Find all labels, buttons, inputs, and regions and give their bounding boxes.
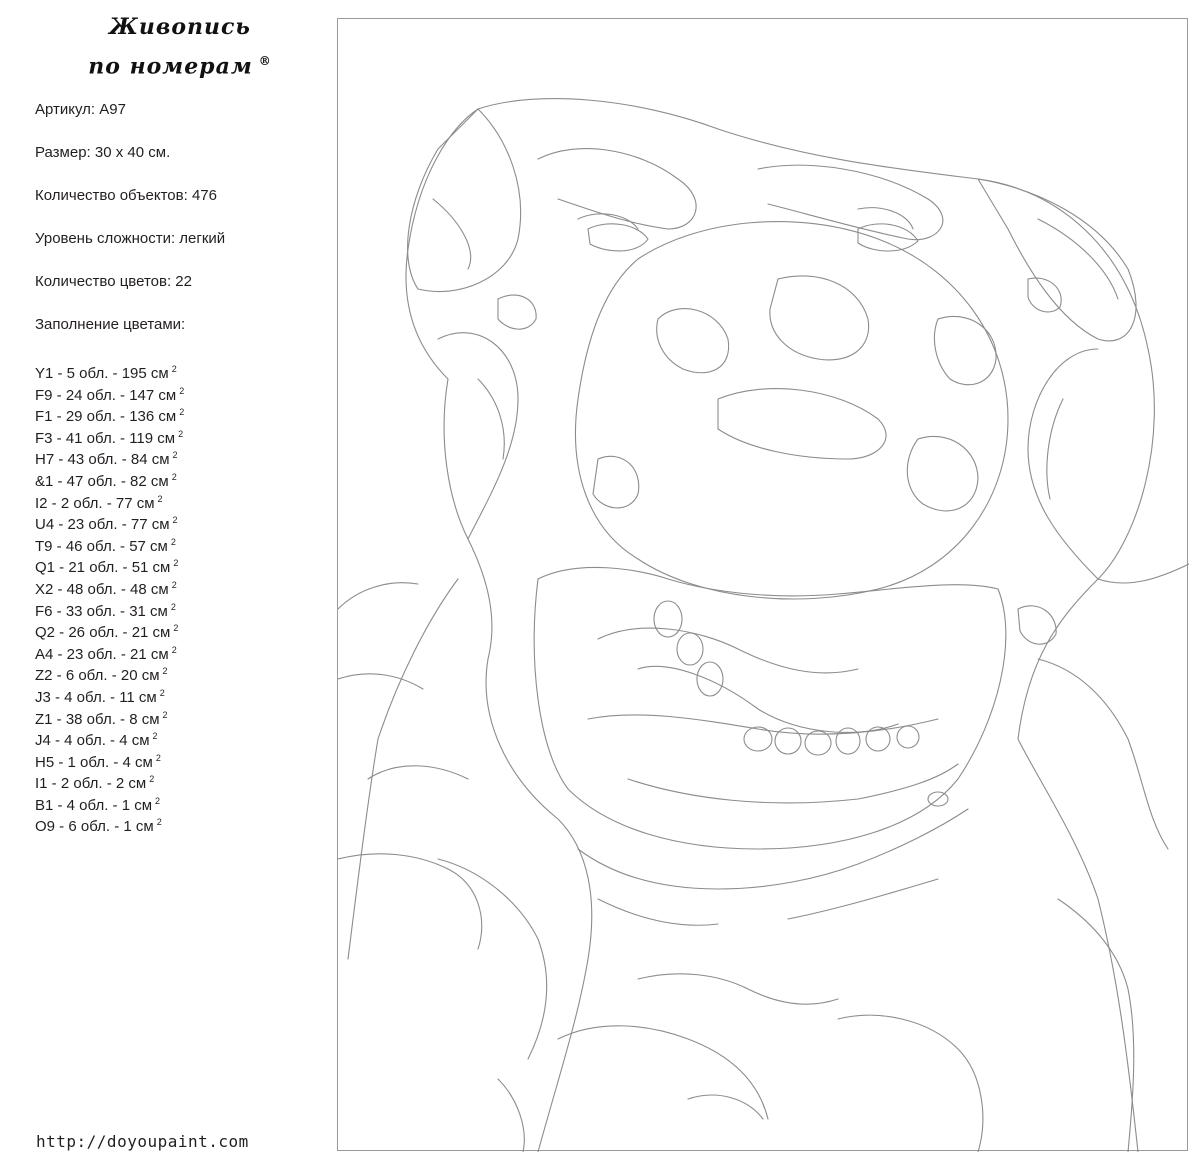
square-unit-exponent: 2 [171,471,177,482]
color-entry-text: H7 - 43 обл. - 84 см [35,451,170,469]
registered-mark: ® [258,54,272,68]
color-entry [35,640,184,662]
color-entry [35,489,184,511]
coloring-canvas [337,18,1188,1151]
color-entry-text: Z1 - 38 обл. - 8 см [35,710,160,728]
square-unit-exponent: 2 [156,817,162,828]
website-link[interactable]: http://doyoupaint.com [36,1132,249,1151]
color-entry-text: F6 - 33 обл. - 31 см [35,602,168,620]
square-unit-exponent: 2 [178,428,184,439]
color-entry [35,791,184,813]
brand-logo [60,10,300,83]
color-entry-text: F1 - 29 обл. - 136 см [35,408,177,426]
color-entry [35,597,184,619]
color-entry-text: J3 - 4 обл. - 11 см [35,688,157,706]
color-entry [35,769,184,791]
color-entry-text: Y1 - 5 обл. - 195 см [35,365,169,382]
color-entry-text: I2 - 2 обл. - 77 см [35,494,155,512]
square-unit-exponent: 2 [162,709,168,720]
color-entry-text: F9 - 24 обл. - 147 см [35,386,177,404]
square-unit-exponent: 2 [152,731,158,742]
color-entry [35,618,184,640]
color-entry-text: I1 - 2 обл. - 2 см [35,775,147,793]
square-unit-exponent: 2 [171,644,177,655]
square-unit-exponent: 2 [171,364,177,374]
logo-line-1: Живопись [109,14,251,40]
color-entry-text: &1 - 47 обл. - 82 см [35,472,169,490]
square-unit-exponent: 2 [149,774,155,785]
canvas-size: Размер: 30 х 40 см. [35,144,171,161]
square-unit-exponent: 2 [155,752,161,763]
color-entry-text: U4 - 23 обл. - 77 см [35,516,170,534]
square-unit-exponent: 2 [172,450,178,461]
product-info [35,100,225,358]
square-unit-exponent: 2 [171,579,177,590]
color-entry [35,575,184,597]
square-unit-exponent: 2 [157,493,163,504]
color-entry-text: J4 - 4 обл. - 4 см [35,732,150,750]
logo-line-2: по номерам ® [88,53,272,80]
color-count: Количество цветов: 22 [35,273,192,290]
color-entry-text: B1 - 4 обл. - 1 см [35,796,153,814]
square-unit-exponent: 2 [155,795,161,806]
square-unit-exponent: 2 [179,385,185,396]
square-unit-exponent: 2 [173,558,179,569]
square-unit-exponent: 2 [170,536,176,547]
color-entry [35,705,184,727]
article-number: Артикул: A97 [35,101,126,118]
color-entry-text: Q2 - 26 обл. - 21 см [35,624,171,642]
color-entry [35,381,184,403]
square-unit-exponent: 2 [159,687,165,698]
color-entry-text: A4 - 23 обл. - 21 см [35,645,169,663]
color-entry [35,510,184,532]
color-entry [35,726,184,748]
color-entry-text: O9 - 6 обл. - 1 см [35,818,154,836]
color-entry [35,553,184,575]
color-entry [35,467,184,489]
fill-heading: Заполнение цветами: [35,316,186,333]
color-entry [35,532,184,554]
color-entry [35,402,184,424]
difficulty-level: Уровень сложности: легкий [35,230,226,247]
square-unit-exponent: 2 [170,601,176,612]
square-unit-exponent: 2 [172,515,178,526]
color-entry-text: Q1 - 21 обл. - 51 см [35,559,171,577]
color-entry [35,424,184,446]
color-entry [35,661,184,683]
color-entry [35,445,184,467]
color-entry [35,748,184,770]
dog-outline-drawing [338,19,1189,1152]
square-unit-exponent: 2 [179,407,185,418]
color-entry [35,683,184,705]
square-unit-exponent: 2 [173,623,179,634]
color-entry [35,812,184,834]
object-count: Количество объектов: 476 [35,187,217,204]
color-entry-text: Z2 - 6 обл. - 20 см [35,667,160,685]
color-entry-text: H5 - 1 обл. - 4 см [35,753,153,771]
color-entry-text: X2 - 48 обл. - 48 см [35,580,169,598]
color-entry [35,359,184,381]
color-entry-text: T9 - 46 обл. - 57 см [35,537,168,555]
square-unit-exponent: 2 [162,666,168,677]
color-fill-list [35,359,184,834]
color-entry-text: F3 - 41 обл. - 119 см [35,429,176,447]
